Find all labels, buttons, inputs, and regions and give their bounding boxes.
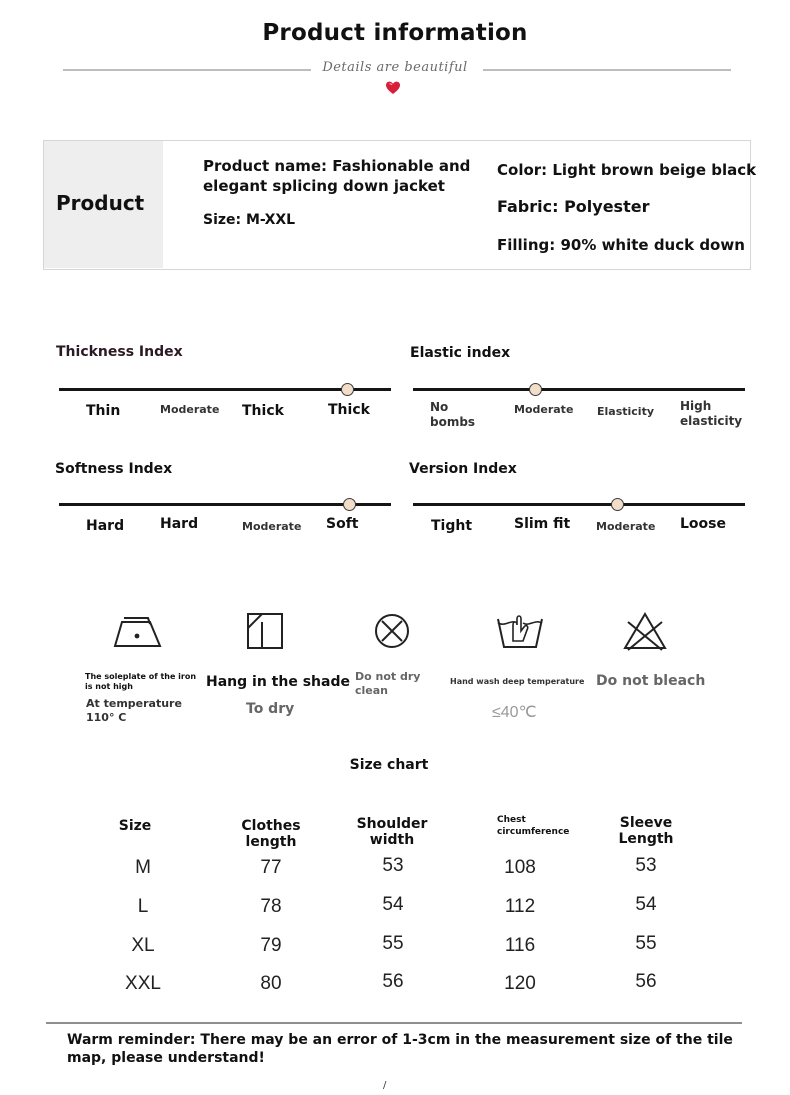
- table-cell-shoulder-width: 53: [382, 855, 404, 876]
- header-subtitle: Details are beautiful: [322, 60, 468, 75]
- version-index-title: Version Index: [409, 461, 517, 477]
- version-scale-bar: [413, 503, 745, 506]
- warm-reminder: Warm reminder: There may be an error of 1-3cm in the measurement size of the tile map, please understand!: [67, 1032, 733, 1066]
- version-indicator-dot: [611, 498, 624, 511]
- thickness-label-1: Thin: [86, 403, 121, 419]
- elastic-indicator-dot: [529, 383, 542, 396]
- elastic-label-4: High elasticity: [680, 399, 743, 428]
- iron-label-line1: The soleplate of the iron is not high: [85, 672, 197, 691]
- table-cell-size: XXL: [125, 973, 161, 994]
- thickness-label-2: Moderate: [160, 403, 220, 416]
- elastic-index-title: Elastic index: [410, 345, 511, 361]
- hand-wash-label-line1: Hand wash deep temperature: [450, 677, 585, 686]
- header-divider-right: [483, 69, 731, 71]
- table-cell-size: XL: [131, 935, 155, 956]
- table-cell-size: L: [137, 896, 149, 917]
- product-name: Product name: Fashionable and elegant splicing down jacket: [203, 157, 471, 195]
- softness-label-2: Hard: [160, 516, 199, 532]
- version-label-1: Tight: [431, 518, 473, 534]
- size-chart-header-size: Size: [118, 818, 152, 834]
- elastic-label-3: Elasticity: [597, 405, 655, 418]
- elastic-label-1: No bombs: [430, 400, 476, 429]
- heart-icon: [385, 80, 401, 96]
- size-chart-header-clothes-length: Clothes length: [241, 818, 301, 850]
- size-chart-title: Size chart: [349, 757, 429, 773]
- table-cell-size: M: [135, 857, 151, 878]
- version-label-2: Slim fit: [514, 516, 571, 532]
- product-color: Color: Light brown beige black: [497, 161, 757, 179]
- softness-label-4: Soft: [326, 516, 359, 532]
- table-cell-sleeve-length: 54: [635, 894, 657, 915]
- no-bleach-label: Do not bleach: [596, 673, 706, 689]
- thickness-indicator-dot: [341, 383, 354, 396]
- elastic-scale-bar: [413, 388, 745, 391]
- page-title: Product information: [262, 20, 528, 46]
- softness-scale-bar: [59, 503, 391, 506]
- elastic-label-2: Moderate: [514, 403, 574, 416]
- table-cell-shoulder-width: 55: [382, 933, 404, 954]
- iron-label-line2: At temperature 110° C: [86, 697, 182, 724]
- size-chart-header-chest: Chest circumference: [497, 815, 570, 837]
- table-cell-clothes-length: 79: [260, 935, 282, 956]
- softness-label-1: Hard: [86, 518, 125, 534]
- table-cell-sleeve-length: 55: [635, 933, 657, 954]
- dry-clean-label: Do not dry clean: [355, 670, 421, 697]
- hand-wash-icon: [495, 609, 545, 651]
- header-divider-left: [63, 69, 311, 71]
- thickness-label-3: Thick: [242, 403, 284, 419]
- table-cell-chest: 108: [504, 857, 536, 878]
- size-chart-header-shoulder-width: Shoulder width: [356, 816, 428, 848]
- hang-dry-shade-icon: [240, 610, 290, 652]
- table-cell-chest: 116: [504, 935, 536, 956]
- table-cell-shoulder-width: 56: [382, 971, 404, 992]
- product-label: Product: [56, 191, 145, 215]
- size-chart-header-sleeve-length: Sleeve Length: [618, 815, 674, 847]
- table-cell-clothes-length: 78: [260, 896, 282, 917]
- table-cell-sleeve-length: 56: [635, 971, 657, 992]
- product-size: Size: M-XXL: [203, 212, 296, 228]
- softness-indicator-dot: [343, 498, 356, 511]
- thickness-label-4: Thick: [328, 402, 370, 418]
- table-cell-chest: 120: [504, 973, 536, 994]
- table-cell-chest: 112: [504, 896, 536, 917]
- hand-wash-label-line2: ≤40℃: [492, 704, 537, 721]
- iron-icon: [112, 612, 162, 654]
- thickness-index-title: Thickness Index: [56, 344, 183, 360]
- softness-label-3: Moderate: [242, 520, 302, 533]
- product-fabric: Fabric: Polyester: [497, 197, 650, 216]
- version-label-3: Moderate: [596, 520, 656, 533]
- shade-label-line2: To dry: [246, 701, 295, 717]
- footer-mark: /: [383, 1080, 387, 1091]
- no-dry-clean-icon: [367, 610, 417, 652]
- product-filling: Filling: 90% white duck down: [497, 236, 745, 254]
- no-bleach-icon: [620, 610, 670, 652]
- table-cell-clothes-length: 80: [260, 973, 282, 994]
- table-cell-sleeve-length: 53: [635, 855, 657, 876]
- version-label-4: Loose: [680, 516, 726, 532]
- softness-index-title: Softness Index: [55, 461, 173, 477]
- footer-divider: [46, 1022, 742, 1024]
- shade-label-line1: Hang in the shade: [206, 674, 350, 690]
- table-cell-shoulder-width: 54: [382, 894, 404, 915]
- table-cell-clothes-length: 77: [260, 857, 282, 878]
